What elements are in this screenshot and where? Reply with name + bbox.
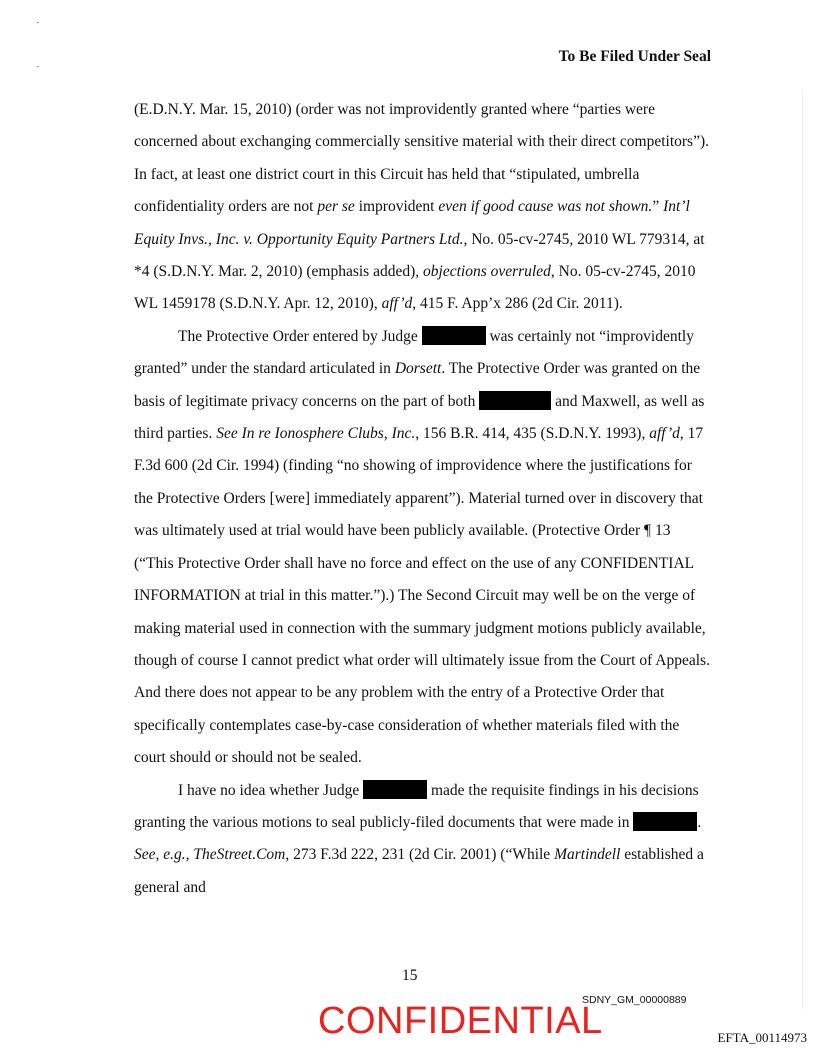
scan-mark <box>37 66 39 67</box>
redaction-box <box>363 780 427 799</box>
paragraph-2: The Protective Order entered by Judge was certainly not “improvidently granted” under the standard articulated in Dorsett. The Protective Order was granted on the basis of legitimate privacy concerns on the part of both and Maxwell, as well as third parties. See In re Ionosphere Clubs, Inc., 156 B.R. 414, 435 (S.D.N.Y. 1993), aff’d, 17 F.3d 600 (2d Cir. 1994) (finding “no showing of improvidence where the justifications for the Protective Orders [were] immediately apparent”). Material turned over in discovery that was ultimately used at trial would have been publicly available. (Protective Order ¶ 13 (“This Protective Order shall have no force and effect on the use of any CONFIDENTIAL INFORMATION at trial in this matter.”).) The Second Circuit may well be on the verge of making material used in connection with the summary judgment motions publicly available, though of course I cannot predict what order will ultimately issue from the Court of Appeals. And there does not appear to be any problem with the entry of a Protective Order that specifically contemplates case-by-case consideration of whether materials filed with the court should or should not be sealed. <box>134 327 710 767</box>
paragraph-3: I have no idea whether Judge made the requisite findings in his decisions granting the various motions to seal publicly-filed documents that were made in . See, e.g., TheStreet.Com, 273 F.3d 222, 231 (2d Cir. 2001) (“While Martindell established a general and <box>134 781 704 896</box>
efta-number: EFTA_00114973 <box>717 1030 807 1045</box>
page-number: 15 <box>402 967 418 984</box>
redaction-box <box>633 812 697 831</box>
page-header: To Be Filed Under Seal <box>558 48 711 65</box>
scan-edge <box>802 90 803 1010</box>
redaction-box <box>479 391 551 410</box>
confidential-stamp: CONFIDENTIAL <box>318 1000 603 1042</box>
paragraph-1: (E.D.N.Y. Mar. 15, 2010) (order was not improvidently granted where “parties were concerned about exchanging commercially sensitive material with their direct competitors”). In fact, at least one district court in this Circuit has held that “stipulated, umbrella confidentiality orders are not per se improvident even if good cause was not shown.” Int’l Equity Invs., Inc. v. Opportunity Equity Partners Ltd., No. 05-cv-2745, 2010 WL 779314, at *4 (S.D.N.Y. Mar. 2, 2010) (emphasis added), objections overruled, No. 05-cv-2745, 2010 WL 1459178 (S.D.N.Y. Apr. 12, 2010), aff’d, 415 F. App’x 286 (2d Cir. 2011). <box>134 101 710 313</box>
document-body <box>134 94 710 904</box>
scan-mark <box>37 22 39 23</box>
bates-number: SDNY_GM_00000889 <box>582 994 687 1006</box>
redaction-box <box>422 326 486 345</box>
